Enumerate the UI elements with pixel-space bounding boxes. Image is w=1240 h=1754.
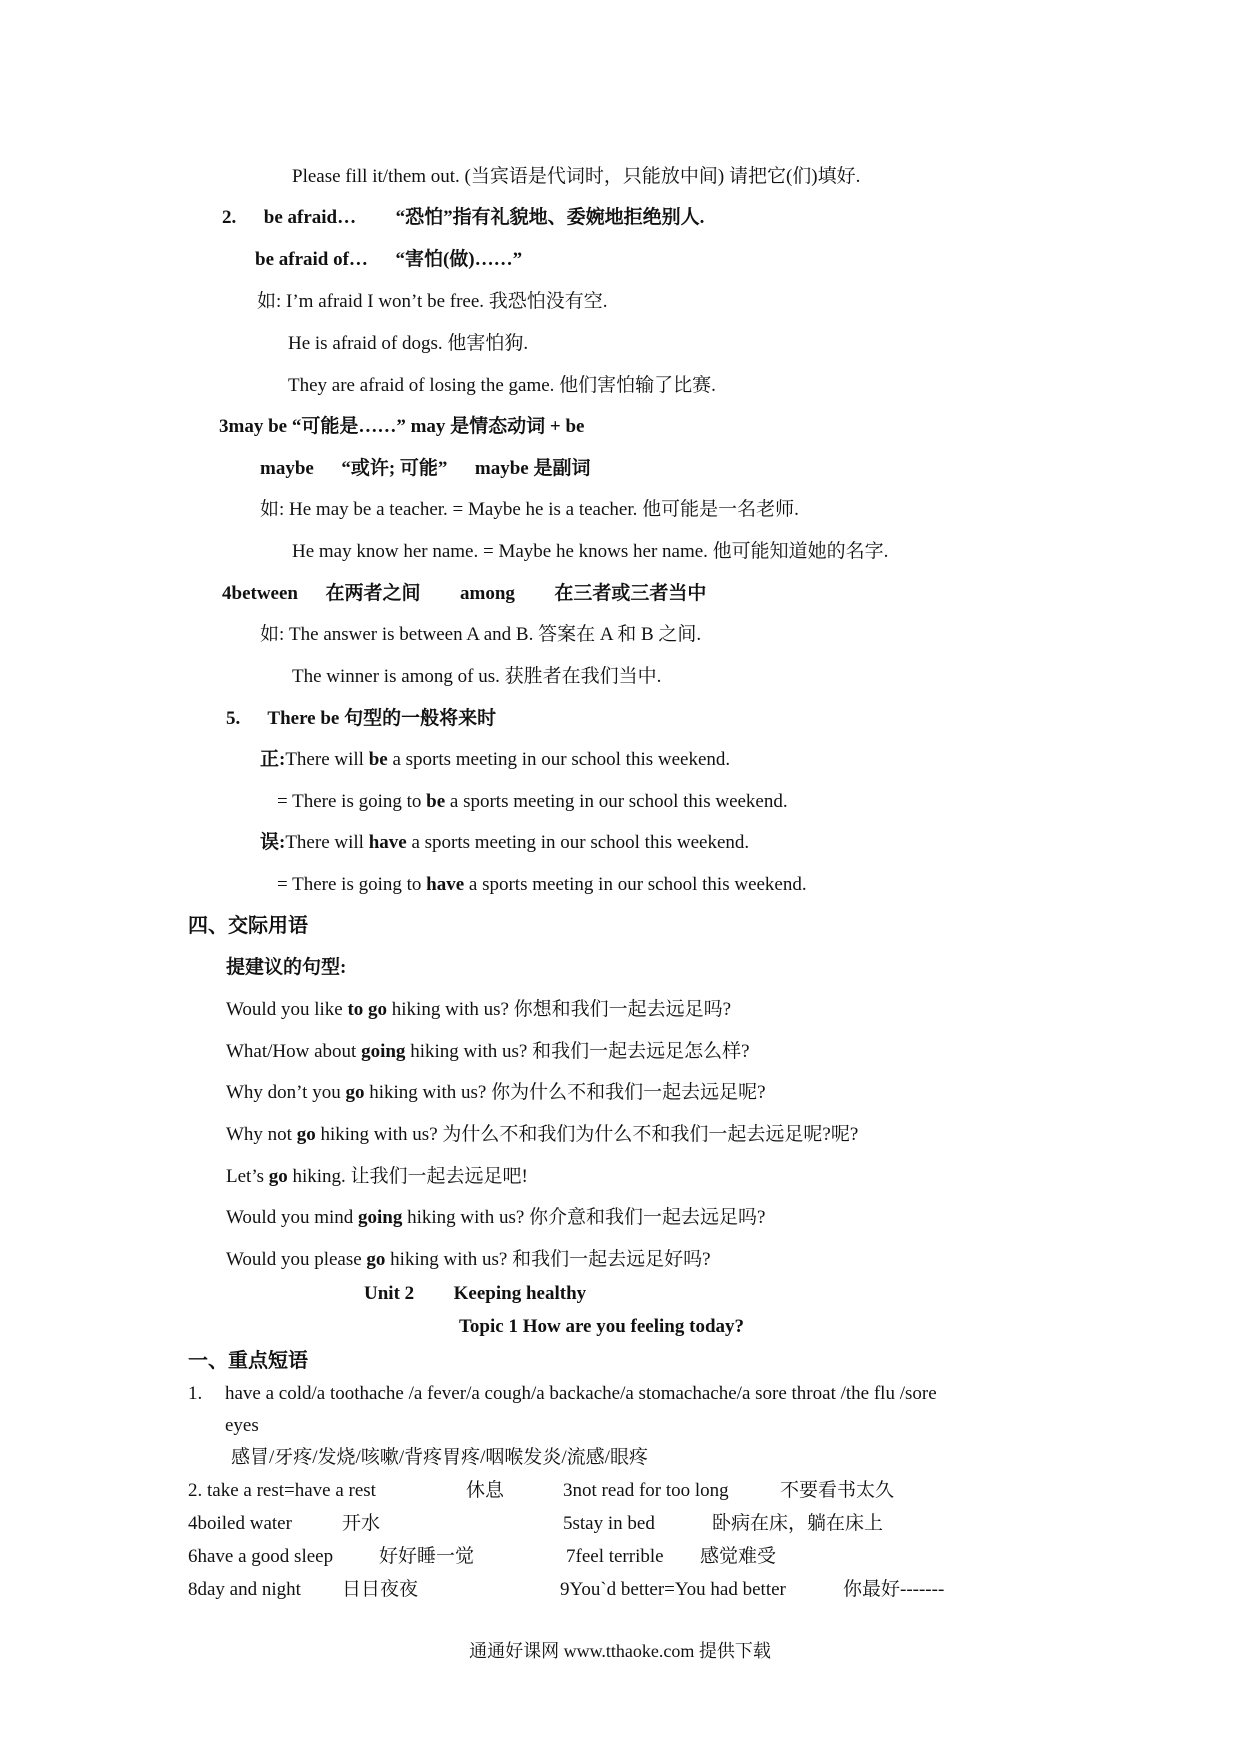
example-line: 如: I’m afraid I won’t be free. 我恐怕没有空. bbox=[257, 291, 608, 312]
emphasis: going bbox=[358, 1207, 403, 1228]
text-span: Would you like bbox=[226, 999, 348, 1020]
phrase-translation: 好好睡一觉 bbox=[379, 1546, 475, 1567]
example-line: He is afraid of dogs. 他害怕狗. bbox=[288, 333, 529, 354]
text-span: hiking with us? 和我们一起去远足好吗? bbox=[385, 1249, 711, 1270]
text-span: hiking with us? 为什么不和我们为什么不和我们一起去远足呢?呢? bbox=[315, 1124, 859, 1145]
item-number: 1. bbox=[188, 1383, 203, 1404]
wrong-label: 误: bbox=[260, 832, 286, 853]
text-span: There will bbox=[285, 749, 369, 770]
sentence-line bbox=[226, 1081, 766, 1105]
sentence-line bbox=[226, 1206, 765, 1230]
phrase-item: 9You`d better=You had better bbox=[560, 1579, 786, 1600]
emphasis: have bbox=[368, 832, 407, 853]
text-span: Would you mind bbox=[226, 1207, 358, 1228]
phrase-item: 8day and night bbox=[188, 1579, 301, 1600]
phrase-meaning: “恐怕”指有礼貌地、委婉地拒绝别人. bbox=[395, 207, 705, 228]
example-line bbox=[277, 790, 788, 814]
phrase-item-1 bbox=[188, 1382, 202, 1406]
page-footer: 通通好课网 www.tthaoke.com 提供下载 bbox=[469, 1641, 771, 1661]
text-span: a sports meeting in our school this weekend. bbox=[464, 874, 807, 895]
example-line: They are afraid of losing the game. 他们害怕输了比赛. bbox=[288, 375, 716, 396]
unit-name: Keeping healthy bbox=[453, 1283, 587, 1304]
phrase-item-1-translation: 感冒/牙疼/发烧/咳嗽/背疼胃疼/咽喉发炎/流感/眼疼 bbox=[231, 1447, 648, 1468]
text-span: = There is going to bbox=[277, 791, 427, 812]
sentence-line bbox=[226, 1248, 711, 1272]
point-2b-heading bbox=[255, 248, 522, 272]
emphasis: have bbox=[426, 874, 465, 895]
example-line bbox=[260, 831, 749, 855]
emphasis: be bbox=[368, 749, 388, 770]
phrase: be afraid of… bbox=[255, 249, 368, 270]
emphasis: going bbox=[361, 1041, 406, 1062]
point-number: 5. bbox=[226, 708, 241, 729]
sentence-line bbox=[226, 1165, 528, 1189]
correct-label: 正: bbox=[260, 749, 286, 770]
sentence-line bbox=[226, 998, 731, 1022]
section-4-heading: 四、交际用语 bbox=[188, 915, 308, 937]
text-span: hiking with us? 和我们一起去远足怎么样? bbox=[405, 1041, 750, 1062]
phrase: There be 句型的一般将来时 bbox=[267, 708, 497, 729]
unit-number: Unit 2 bbox=[364, 1283, 415, 1304]
text-span: a sports meeting in our school this weekend. bbox=[445, 791, 788, 812]
phrase: maybe bbox=[260, 458, 314, 479]
phrase: 4between bbox=[222, 583, 298, 604]
emphasis: go bbox=[345, 1082, 365, 1103]
phrase-item: 6have a good sleep bbox=[188, 1546, 334, 1567]
phrase-translation: 感觉难受 bbox=[700, 1546, 777, 1567]
text-span: There will bbox=[285, 832, 369, 853]
phrase-meaning: “或许; 可能” bbox=[341, 458, 448, 479]
point-4-heading bbox=[222, 582, 706, 606]
text-span: hiking with us? 你为什么不和我们一起去远足呢? bbox=[364, 1082, 766, 1103]
phrase-meaning: “害怕(做)……” bbox=[395, 249, 523, 270]
phrase-translation: 不要看书太久 bbox=[780, 1480, 895, 1501]
point-5-heading bbox=[226, 707, 496, 731]
text-span: hiking. 让我们一起去远足吧! bbox=[287, 1166, 528, 1187]
text-line: Please fill it/them out. (当宾语是代词时，只能放中间) 请把它(们)填好. bbox=[292, 166, 861, 187]
text-span: Let’s bbox=[226, 1166, 269, 1187]
section-1-heading: 一、重点短语 bbox=[188, 1350, 308, 1372]
text-span: a sports meeting in our school this weekend. bbox=[387, 749, 731, 770]
sentence-line bbox=[226, 1123, 858, 1147]
phrase-translation: 卧病在床，躺在床上 bbox=[712, 1513, 884, 1534]
text-span: hiking with us? 你想和我们一起去远足吗? bbox=[387, 999, 732, 1020]
phrase: among bbox=[460, 583, 515, 604]
example-line: He may know her name. = Maybe he knows her name. 他可能知道她的名字. bbox=[292, 541, 889, 562]
point-2-heading bbox=[222, 206, 704, 230]
text-span: Would you please bbox=[226, 1249, 367, 1270]
emphasis: to go bbox=[347, 999, 388, 1020]
topic-title: Topic 1 How are you feeling today? bbox=[459, 1316, 745, 1337]
phrase-item: 7feel terrible bbox=[566, 1546, 664, 1567]
phrase-item: 4boiled water bbox=[188, 1513, 292, 1534]
sentence-line bbox=[226, 1040, 750, 1064]
text-span: Why don’t you bbox=[226, 1082, 346, 1103]
phrase-item: 3not read for too long bbox=[563, 1480, 729, 1501]
emphasis: be bbox=[426, 791, 446, 812]
phrase: be afraid… bbox=[263, 207, 357, 228]
text-span: a sports meeting in our school this weekend. bbox=[406, 832, 750, 853]
text-span: = There is going to bbox=[277, 874, 427, 895]
example-line: 如: The answer is between A and B. 答案在 A 和 B 之间. bbox=[260, 624, 702, 645]
phrase-note: maybe 是副词 bbox=[474, 458, 591, 479]
text-span: What/How about bbox=[226, 1041, 362, 1062]
phrase-item: 2. take a rest=have a rest bbox=[188, 1480, 376, 1501]
phrase-translation: 你最好------- bbox=[843, 1579, 945, 1600]
emphasis: go bbox=[296, 1124, 316, 1145]
point-3-heading: 3may be “可能是……” may 是情态动词 + be bbox=[219, 416, 585, 437]
phrase-item-1-text: have a cold/a toothache /a fever/a cough/a backache/a stomachache/a sore throat /the flu /sore bbox=[225, 1383, 937, 1404]
section-4-subheading: 提建议的句型: bbox=[226, 957, 347, 978]
phrase-meaning: 在三者或三者当中 bbox=[554, 583, 707, 604]
example-line bbox=[277, 873, 807, 897]
phrase-translation: 开水 bbox=[342, 1513, 381, 1534]
phrase-translation: 日日夜夜 bbox=[342, 1579, 419, 1600]
point-number: 2. bbox=[222, 207, 237, 228]
phrase-item: 5stay in bed bbox=[563, 1513, 655, 1534]
emphasis: go bbox=[268, 1166, 288, 1187]
example-line bbox=[260, 748, 730, 772]
text-span: Why not bbox=[226, 1124, 297, 1145]
example-line: The winner is among of us. 获胜者在我们当中. bbox=[292, 666, 662, 687]
emphasis: go bbox=[366, 1249, 386, 1270]
point-3b-heading bbox=[260, 457, 590, 481]
phrase-translation: 休息 bbox=[466, 1480, 505, 1501]
phrase-meaning: 在两者之间 bbox=[325, 583, 421, 604]
example-line: 如: He may be a teacher. = Maybe he is a teacher. 他可能是一名老师. bbox=[260, 499, 799, 520]
text-span: hiking with us? 你介意和我们一起去远足吗? bbox=[402, 1207, 766, 1228]
phrase-item-1-text: eyes bbox=[225, 1415, 259, 1436]
unit-title bbox=[364, 1282, 586, 1306]
